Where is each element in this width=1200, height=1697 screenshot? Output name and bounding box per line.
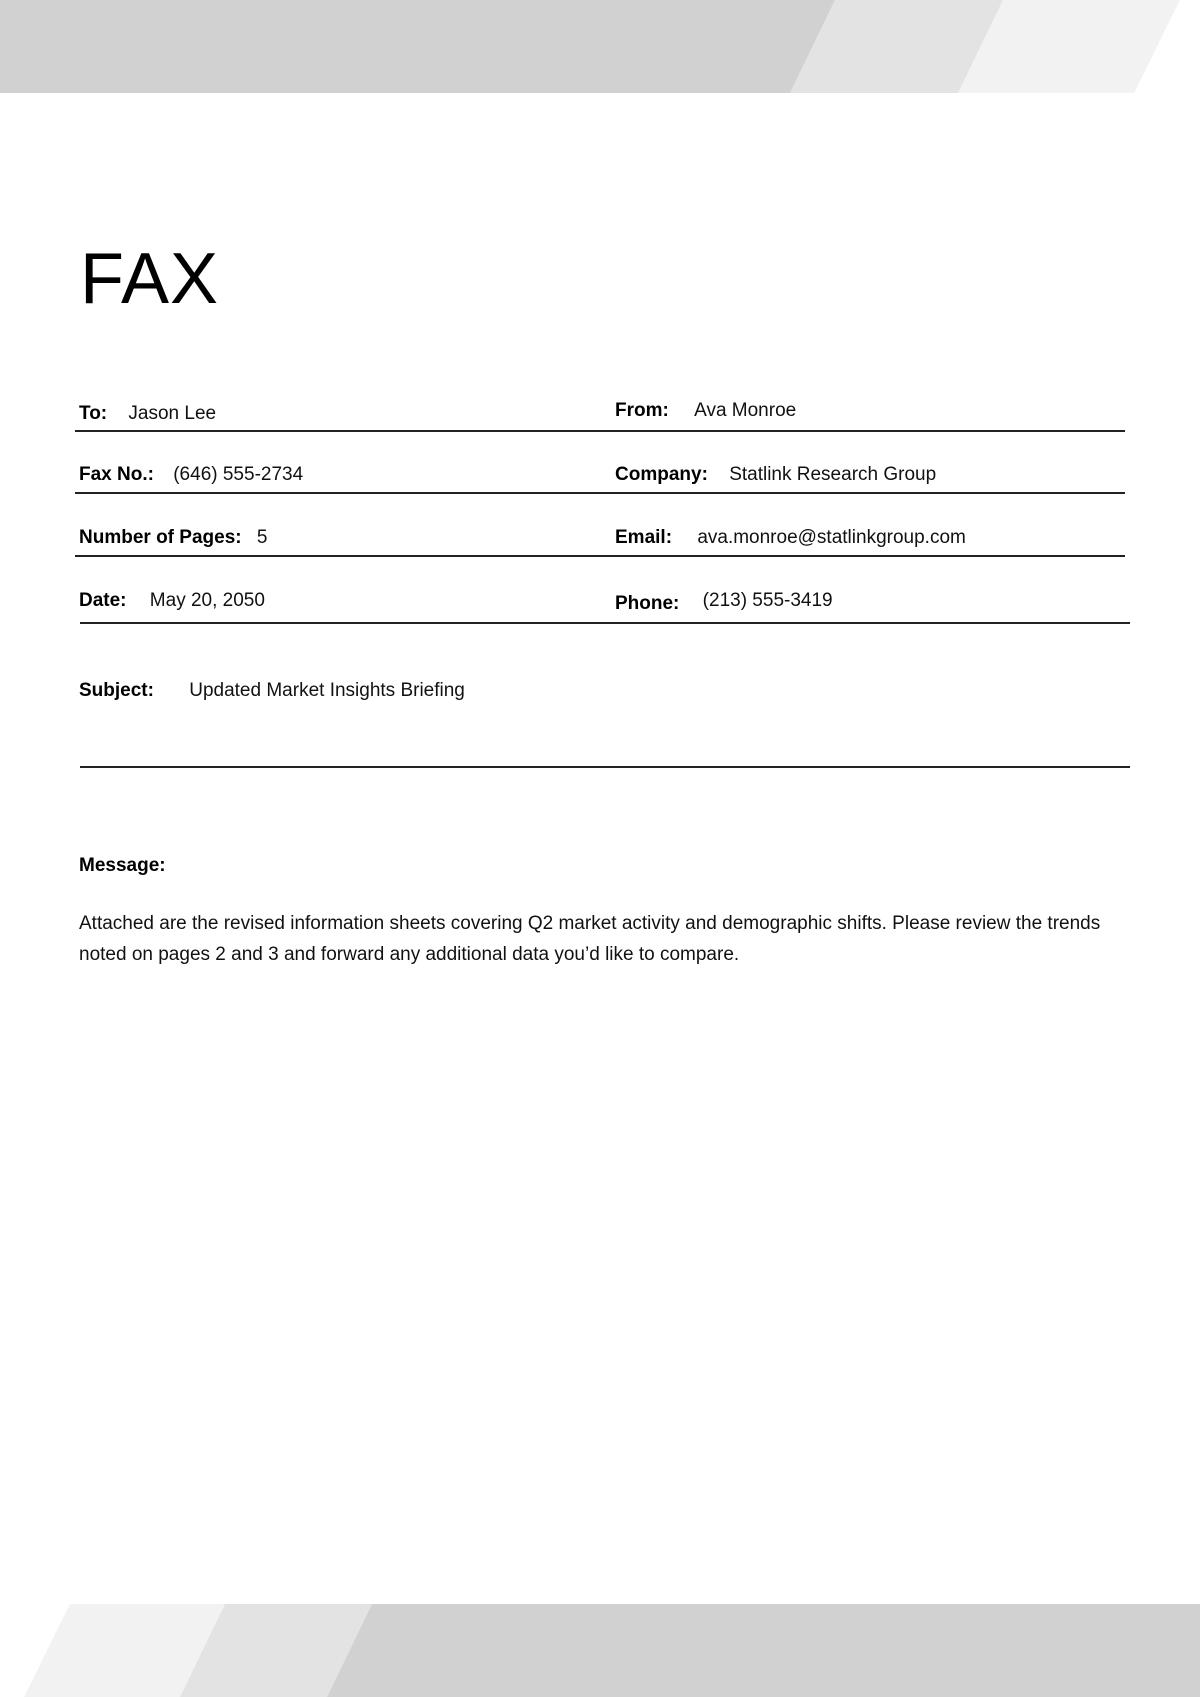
subject-value: Updated Market Insights Briefing <box>189 680 465 701</box>
row2-divider-right <box>615 492 1125 494</box>
row3-divider-right <box>615 555 1125 557</box>
pages-label: Number of Pages: <box>79 527 242 548</box>
row4-divider <box>80 622 1130 624</box>
message-label: Message: <box>79 855 166 876</box>
company-label: Company: <box>615 464 708 485</box>
fax-number-value: (646) 555-2734 <box>173 464 304 485</box>
email-field <box>615 527 966 549</box>
row3-divider-left <box>75 555 620 557</box>
row2-divider-left <box>75 492 620 494</box>
date-field <box>79 590 265 612</box>
fax-number-label: Fax No.: <box>79 464 154 485</box>
to-field <box>79 403 216 425</box>
date-label: Date: <box>79 590 127 611</box>
company-value: Statlink Research Group <box>729 464 937 485</box>
email-value: ava.monroe@statlinkgroup.com <box>697 527 966 548</box>
footer-decorative-band <box>0 1604 1200 1697</box>
row1-divider-left <box>75 430 620 432</box>
phone-label: Phone: <box>615 593 680 614</box>
fax-title: FAX <box>80 239 220 319</box>
company-field <box>615 464 936 486</box>
header-decorative-band <box>0 0 1200 93</box>
phone-field <box>615 590 833 612</box>
from-field <box>615 400 796 422</box>
row1-divider-right <box>615 430 1125 432</box>
pages-field <box>79 527 267 549</box>
footer-band-dark-stripe <box>327 1604 1200 1697</box>
pages-value: 5 <box>256 527 268 548</box>
subject-label: Subject: <box>79 680 154 701</box>
subject-field <box>79 680 465 702</box>
to-label: To: <box>79 403 108 424</box>
to-value: Jason Lee <box>128 403 217 424</box>
phone-value: (213) 555-3419 <box>702 590 833 611</box>
from-label: From: <box>615 400 669 421</box>
subject-divider <box>80 766 1130 768</box>
email-label: Email: <box>615 527 673 548</box>
from-value: Ava Monroe <box>694 400 797 421</box>
header-band-dark-stripe <box>0 0 835 93</box>
message-body: Attached are the revised information sheets covering Q2 market activity and demographic shifts. Please review the trends noted on pages 2 and 3 and forward any additional data you’d like to compare. <box>79 913 1101 965</box>
fax-number-field <box>79 464 303 486</box>
date-value: May 20, 2050 <box>149 590 265 611</box>
